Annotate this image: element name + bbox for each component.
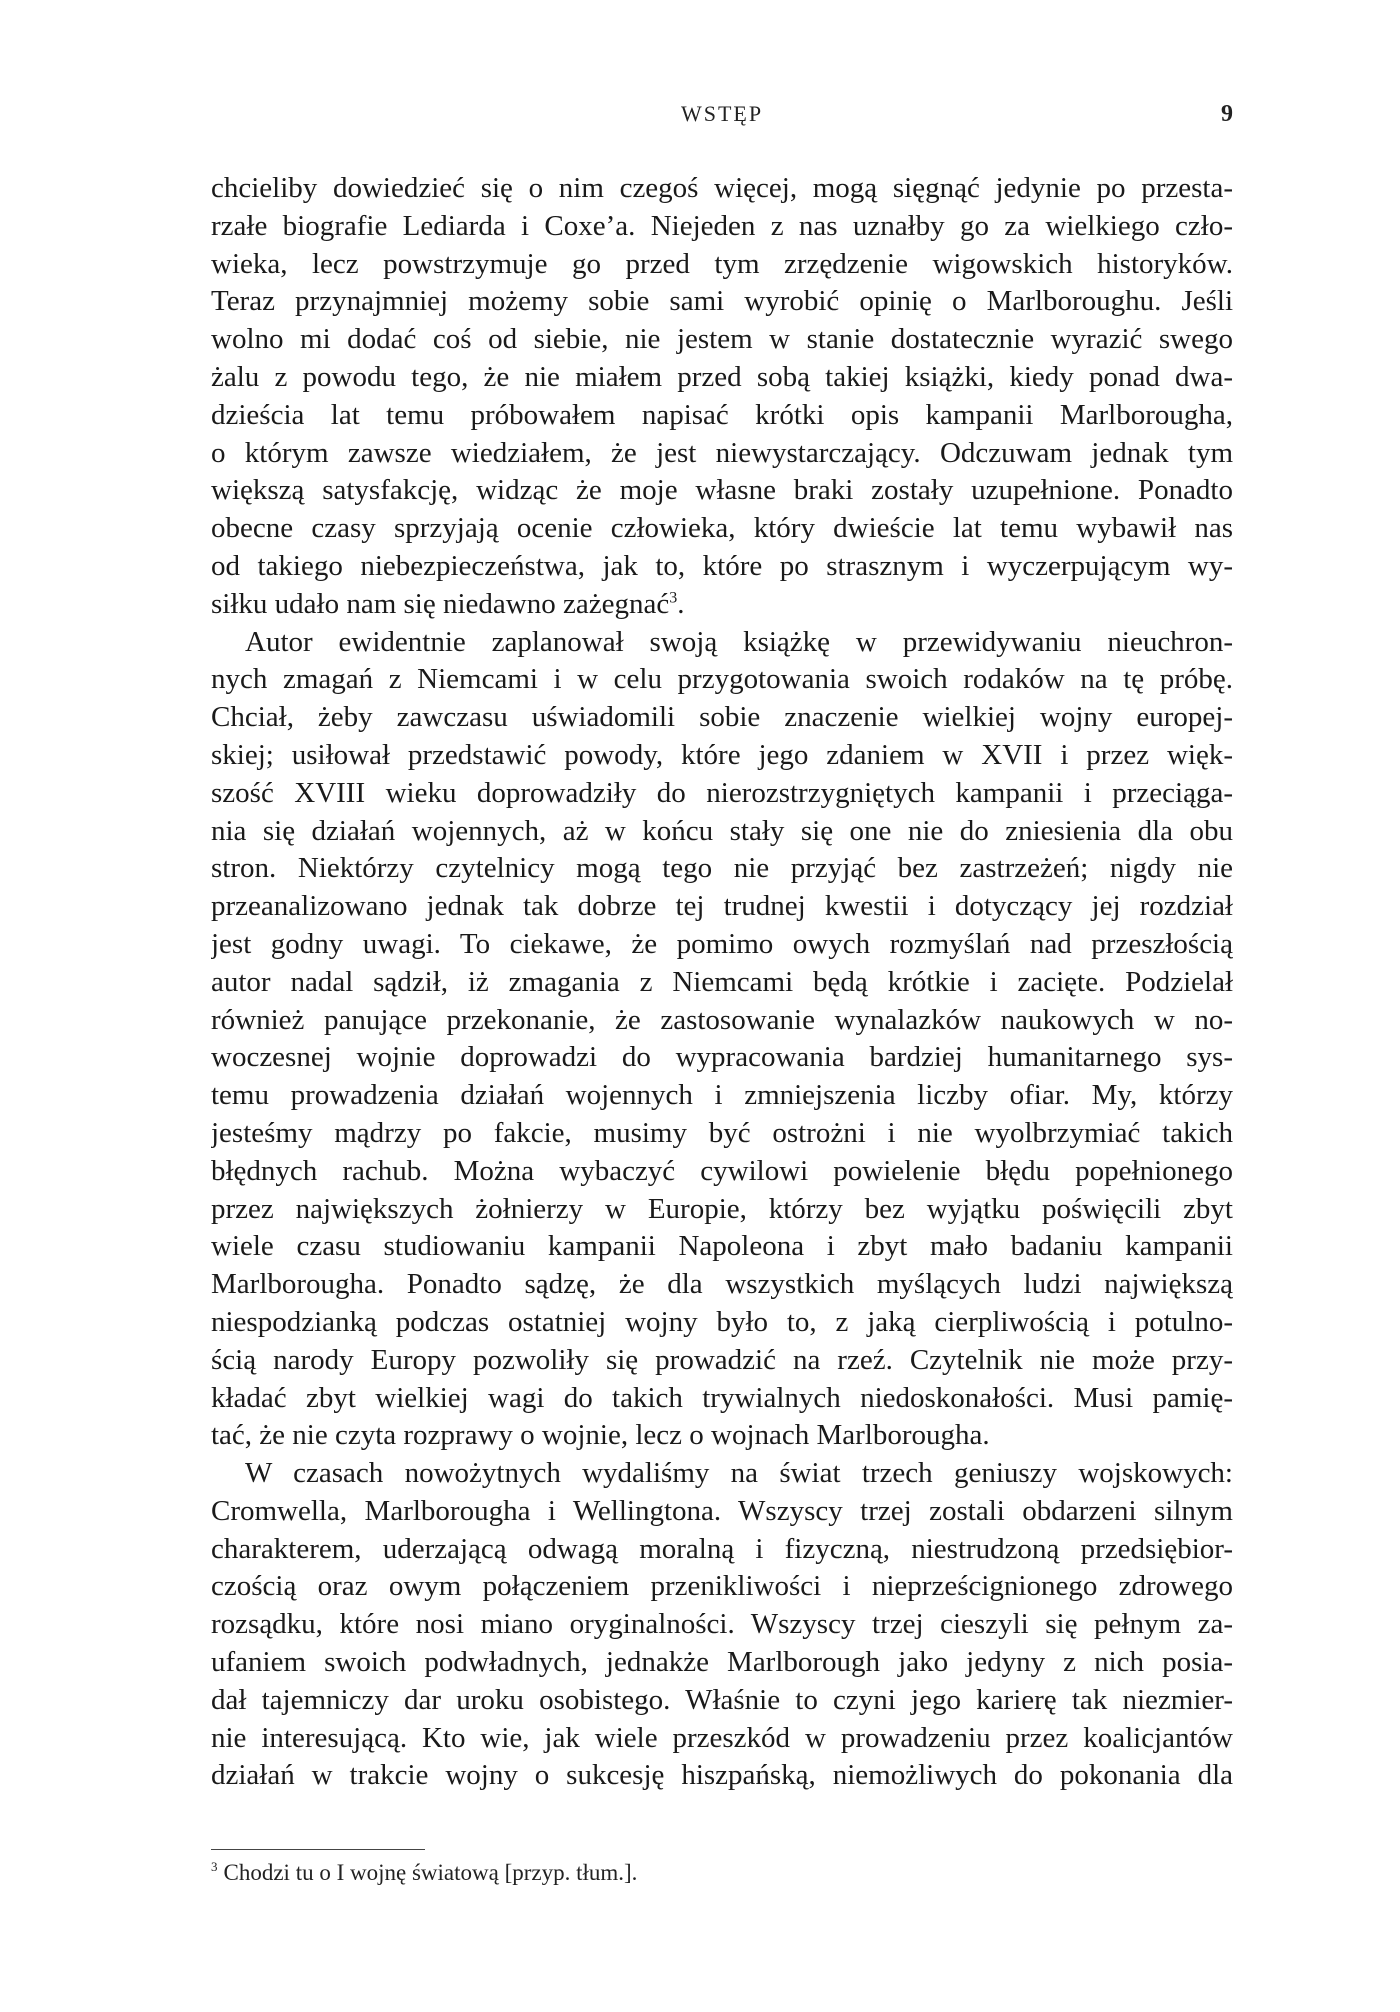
- text-line: obecne czasy sprzyjają ocenie człowieka, który dwieście lat temu wybawił nas: [211, 512, 1233, 545]
- body-text: [211, 170, 1233, 1795]
- text-line: nia się działań wojennych, aż w końcu stały się one nie do zniesienia dla obu: [211, 814, 1233, 847]
- text-line: również panujące przekonanie, że zastosowanie wynalazków naukowych w no-: [211, 1003, 1233, 1036]
- text-line: czością oraz owym połączeniem przenikliwości i nieprześcignionego zdrowego: [211, 1570, 1233, 1603]
- running-head: [211, 101, 1233, 133]
- text-line-content: siłku udało nam się niedawno zażegnać: [211, 587, 670, 620]
- text-line: działań w trakcie wojny o sukcesję hiszpańską, niemożliwych do pokonania dla: [211, 1759, 1233, 1792]
- text-line: charakterem, uderzającą odwagą moralną i fizyczną, niestrudzoną przedsiębior-: [211, 1532, 1233, 1565]
- text-line: przez największych żołnierzy w Europie, którzy bez wyjątku poświęcili zbyt: [211, 1192, 1233, 1225]
- text-line: niespodzianką podczas ostatniej wojny było to, z jaką cierpliwością i potulno-: [211, 1305, 1233, 1338]
- text-line: Marlborougha. Ponadto sądzę, że dla wszystkich myślących ludzi największą: [211, 1268, 1233, 1301]
- text-line: wolno mi dodać coś od siebie, nie jestem w stanie dostatecznie wyrazić swego: [211, 323, 1233, 356]
- text-line: przeanalizowano jednak tak dobrze tej trudnej kwestii i dotyczący jej rozdział: [211, 890, 1233, 923]
- text-line: rozsądku, które nosi miano oryginalności. Wszyscy trzej cieszyli się pełnym za-: [211, 1608, 1233, 1641]
- text-line: Teraz przynajmniej możemy sobie sami wyrobić opinię o Marlboroughu. Jeśli: [211, 285, 1233, 318]
- text-line: W czasach nowożytnych wydaliśmy na świat trzech geniuszy wojskowych:: [245, 1457, 1233, 1490]
- text-line: Cromwella, Marlborougha i Wellingtona. Wszyscy trzej zostali obdarzeni silnym: [211, 1494, 1233, 1527]
- text-line: woczesnej wojnie doprowadzi do wypracowania bardziej humanitarnego sys-: [211, 1041, 1233, 1074]
- text-line: autor nadal sądził, iż zmagania z Niemcami będą krótkie i zacięte. Podzielał: [211, 965, 1233, 998]
- footnote: [211, 1858, 637, 1888]
- text-line: ufaniem swoich podwładnych, jednakże Marlborough jako jedyny z nich posia-: [211, 1646, 1233, 1679]
- text-line: stron. Niektórzy czytelnicy mogą tego nie przyjąć bez zastrzeżeń; nigdy nie: [211, 852, 1233, 885]
- footnote-ref-suffix: .: [677, 587, 685, 620]
- text-line: błędnych rachub. Można wybaczyć cywilowi powielenie błędu popełnionego: [211, 1154, 1233, 1187]
- footnote-text: Chodzi tu o I wojnę światową [przyp. tłum.].: [223, 1860, 638, 1885]
- text-line: nych zmagań z Niemcami i w celu przygotowania swoich rodaków na tę próbę.: [211, 663, 1233, 696]
- text-line: nie interesującą. Kto wie, jak wiele przeszkód w prowadzeniu przez koalicjantów: [211, 1721, 1233, 1754]
- footnote-reference[interactable]: 3: [669, 589, 678, 607]
- text-line: temu prowadzenia działań wojennych i zmniejszenia liczby ofiar. My, którzy: [211, 1079, 1233, 1112]
- text-line: wiele czasu studiowaniu kampanii Napoleona i zbyt mało badaniu kampanii: [211, 1230, 1233, 1263]
- text-line: Chciał, żeby zawczasu uświadomili sobie znaczenie wielkiej wojny europej-: [211, 701, 1233, 734]
- footnote-divider: [211, 1849, 425, 1850]
- text-line: o którym zawsze wiedziałem, że jest niewystarczający. Odczuwam jednak tym: [211, 436, 1233, 469]
- text-line: większą satysfakcję, widząc że moje własne braki zostały uzupełnione. Ponadto: [211, 474, 1233, 507]
- text-line: od takiego niebezpieczeństwa, jak to, które po strasznym i wyczerpującym wy-: [211, 549, 1233, 582]
- text-line: wieka, lecz powstrzymuje go przed tym zrzędzenie wigowskich historyków.: [211, 247, 1233, 280]
- text-line: Autor ewidentnie zaplanował swoją książkę w przewidywaniu nieuchron-: [245, 625, 1233, 658]
- page-number: 9: [1221, 101, 1233, 127]
- text-line: tać, że nie czyta rozprawy o wojnie, lecz o wojnach Marlborougha.: [211, 1419, 990, 1452]
- text-line: jesteśmy mądrzy po fakcie, musimy być ostrożni i nie wyolbrzymiać takich: [211, 1116, 1233, 1149]
- text-line: szość XVIII wieku doprowadziły do nierozstrzygniętych kampanii i przeciąga-: [211, 776, 1233, 809]
- text-line: chcieliby dowiedzieć się o nim czegoś więcej, mogą sięgnąć jedynie po przesta-: [211, 172, 1233, 204]
- text-line: kładać zbyt wielkiej wagi do takich trywialnych niedoskonałości. Musi pamię-: [211, 1381, 1233, 1414]
- text-line: żalu z powodu tego, że nie miałem przed sobą takiej książki, kiedy ponad dwa-: [211, 360, 1233, 393]
- text-line: rzałe biografie Lediarda i Coxe’a. Niejeden z nas uznałby go za wielkiego czło-: [211, 209, 1233, 242]
- text-line: dał tajemniczy dar uroku osobistego. Właśnie to czyni jego karierę tak niezmier-: [211, 1683, 1233, 1716]
- footnote-marker: 3: [211, 1859, 218, 1875]
- text-line: jest godny uwagi. To ciekawe, że pomimo owych rozmyślań nad przeszłością: [211, 927, 1233, 960]
- text-line: dzieścia lat temu próbowałem napisać krótki opis kampanii Marlborougha,: [211, 398, 1233, 431]
- text-line-with-footnote: [211, 586, 1233, 624]
- text-line: skiej; usiłował przedstawić powody, które jego zdaniem w XVII i przez więk-: [211, 738, 1233, 771]
- text-line: ścią narody Europy pozwoliły się prowadzić na rzeź. Czytelnik nie może przy-: [211, 1343, 1233, 1376]
- running-title: WSTĘP: [680, 101, 764, 126]
